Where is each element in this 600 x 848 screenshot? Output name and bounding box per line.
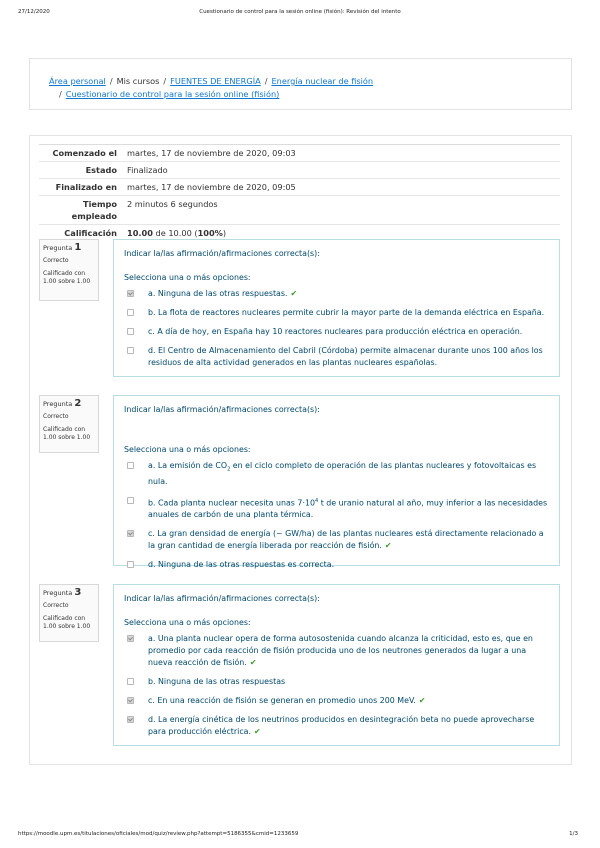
checkbox-icon[interactable] — [127, 697, 134, 704]
question-text: Indicar la/las afirmación/afirmaciones correcta(s): — [124, 405, 320, 414]
checkbox-icon[interactable] — [127, 635, 134, 642]
checkbox-icon[interactable] — [127, 530, 134, 537]
summary-row — [39, 179, 560, 196]
question-grade: Calificado con 1.00 sobre 1.00 — [43, 426, 91, 441]
question-state: Correcto — [43, 257, 69, 264]
grade-close: ) — [222, 228, 227, 238]
grade-label: Calificación — [39, 225, 123, 242]
check-icon: ✔ — [384, 541, 392, 551]
breadcrumb-section[interactable]: Energía nuclear de fisión — [271, 76, 374, 86]
breadcrumb-quiz[interactable]: Cuestionario de control para la sesión online (fisión) — [65, 89, 280, 99]
option-superscript: 4 — [315, 497, 319, 504]
check-icon: ✔ — [254, 727, 261, 736]
checkbox-icon[interactable] — [127, 309, 134, 316]
answer-option — [124, 345, 549, 369]
attempt-summary-table — [39, 144, 560, 241]
answer-option — [124, 460, 549, 488]
question-number — [43, 589, 95, 597]
option-text: c. En una reacción de fisión se generan en promedio unos 200 MeV. — [148, 696, 416, 705]
answer-option — [124, 714, 549, 738]
checkbox-icon[interactable] — [127, 462, 134, 469]
breadcrumb — [29, 58, 572, 110]
summary-value: 2 minutos 6 segundos — [123, 196, 560, 225]
answer-prompt: Selecciona una o más opciones: — [124, 445, 251, 454]
answer-option — [124, 288, 549, 300]
option-text: b. La flota de reactores nucleares permite cubrir la mayor parte de la demanda eléctrica en España. — [148, 308, 545, 317]
option-text-end: t de uranio natural al año, muy inferior a las necesidades anuales de carbón de una planta térmica. — [148, 498, 548, 520]
breadcrumb-area-personal[interactable]: Área personal — [49, 76, 106, 86]
summary-value: martes, 17 de noviembre de 2020, 09:03 — [123, 145, 560, 162]
question-state: Correcto — [43, 413, 69, 420]
summary-label: Tiempo empleado — [39, 196, 123, 225]
answer-option — [124, 495, 549, 522]
answer-option — [124, 307, 549, 319]
question-info — [39, 395, 99, 453]
checkbox-icon[interactable] — [127, 497, 134, 504]
question-number — [43, 400, 95, 408]
question-number-label: Pregunta — [43, 589, 73, 597]
option-text: a. Una planta nuclear opera de forma autosostenida cuando alcanza la criticidad, esto es, que en promedio por cada reacción de fisión producida uno de los neutrones generados da lugar a una nueva reacción de fisión. — [148, 634, 533, 667]
option-text: d. La energía cinética de los neutrinos producidos en desintegración beta no puede aprovecharse para producción eléctrica. — [148, 715, 535, 736]
grade-percent: 100% — [197, 228, 223, 238]
option-text: b. Ninguna de las otras respuestas — [148, 677, 286, 686]
summary-row — [39, 145, 560, 162]
answer-option — [124, 326, 549, 338]
breadcrumb-separator: / — [163, 76, 167, 86]
summary-label: Finalizado en — [39, 179, 123, 196]
check-icon: ✔ — [418, 696, 426, 705]
summary-label: Estado — [39, 162, 123, 179]
print-title: Cuestionario de control para la sesión online (fisión): Revisión del intento — [199, 9, 401, 15]
question-content — [113, 239, 560, 377]
option-text: c. La gran densidad de energía (~ GW/ha) de las plantas nucleares está directamente relacionado a la gran cantidad de energía liberada por reacción de fisión. — [148, 529, 544, 551]
breadcrumb-separator: / — [109, 76, 113, 86]
answer-option — [124, 676, 549, 688]
print-date: 27/12/2020 — [18, 9, 50, 15]
option-subscript: 2 — [227, 466, 231, 473]
option-text: d. Ninguna de las otras respuestas es correcta. — [148, 560, 335, 570]
question-number-value: 1 — [74, 242, 82, 253]
summary-row — [39, 196, 560, 225]
answer-option — [124, 695, 549, 707]
question-grade: Calificado con 1.00 sobre 1.00 — [43, 615, 91, 630]
question-state: Correcto — [43, 602, 69, 609]
question-info — [39, 239, 99, 301]
question-number-label: Pregunta — [43, 244, 73, 252]
question-content — [113, 584, 560, 746]
option-text: d. El Centro de Almacenamiento del Cabril (Córdoba) permite almacenar durante unos 100 años los residuos de alta actividad generados en las plantas nucleares españolas. — [148, 346, 543, 367]
checkbox-icon[interactable] — [127, 347, 134, 354]
breadcrumb-separator: / — [264, 76, 268, 86]
grade-rest: de 10.00 ( — [152, 228, 198, 238]
summary-value: Finalizado — [123, 162, 560, 179]
summary-value: martes, 17 de noviembre de 2020, 09:05 — [123, 179, 560, 196]
checkbox-icon[interactable] — [127, 561, 134, 568]
question-number-label: Pregunta — [43, 400, 73, 408]
summary-row — [39, 162, 560, 179]
question-number-value: 3 — [74, 587, 82, 598]
grade-score: 10.00 — [127, 228, 153, 238]
question-content — [113, 395, 560, 570]
checkbox-icon[interactable] — [127, 290, 134, 297]
checkbox-icon[interactable] — [127, 678, 134, 685]
answer-option — [124, 559, 549, 571]
breadcrumb-separator: / — [59, 89, 62, 99]
breadcrumb-course[interactable]: FUENTES DE ENERGÍA — [170, 76, 261, 86]
option-text: c. A día de hoy, en España hay 10 reactores nucleares para producción eléctrica en operación. — [148, 327, 523, 336]
answer-option — [124, 633, 549, 669]
checkbox-icon[interactable] — [127, 716, 134, 723]
answer-prompt: Selecciona una o más opciones: — [124, 618, 251, 627]
check-icon: ✔ — [290, 289, 298, 298]
option-text-end: en el ciclo completo de operación de las plantas nucleares y fotovoltaicas es nula. — [148, 461, 537, 486]
question-grade: Calificado con 1.00 sobre 1.00 — [43, 270, 91, 285]
print-url: https://moodle.upm.es/titulaciones/oficiales/mod/quiz/review.php?attempt=5186355&cmid=1233659 — [18, 831, 299, 837]
question-text: Indicar la/las afirmación/afirmaciones correcta(s): — [124, 594, 320, 603]
breadcrumb-mis-cursos: Mis cursos — [116, 76, 160, 86]
answer-prompt: Selecciona una o más opciones: — [124, 273, 251, 282]
question-number — [43, 244, 95, 252]
option-text: b. Cada planta nuclear necesita unas 7·10 — [148, 498, 315, 508]
question-text: Indicar la/las afirmación/afirmaciones correcta(s): — [124, 249, 320, 258]
check-icon: ✔ — [249, 658, 257, 667]
option-text: a. Ninguna de las otras respuestas. — [148, 289, 288, 298]
checkbox-icon[interactable] — [127, 328, 134, 335]
option-text: a. La emisión de CO — [148, 461, 228, 470]
print-page-number: 1/3 — [569, 831, 578, 837]
summary-label: Comenzado el — [39, 145, 123, 162]
question-number-value: 2 — [74, 398, 82, 409]
question-info — [39, 584, 99, 642]
answer-option — [124, 528, 549, 552]
